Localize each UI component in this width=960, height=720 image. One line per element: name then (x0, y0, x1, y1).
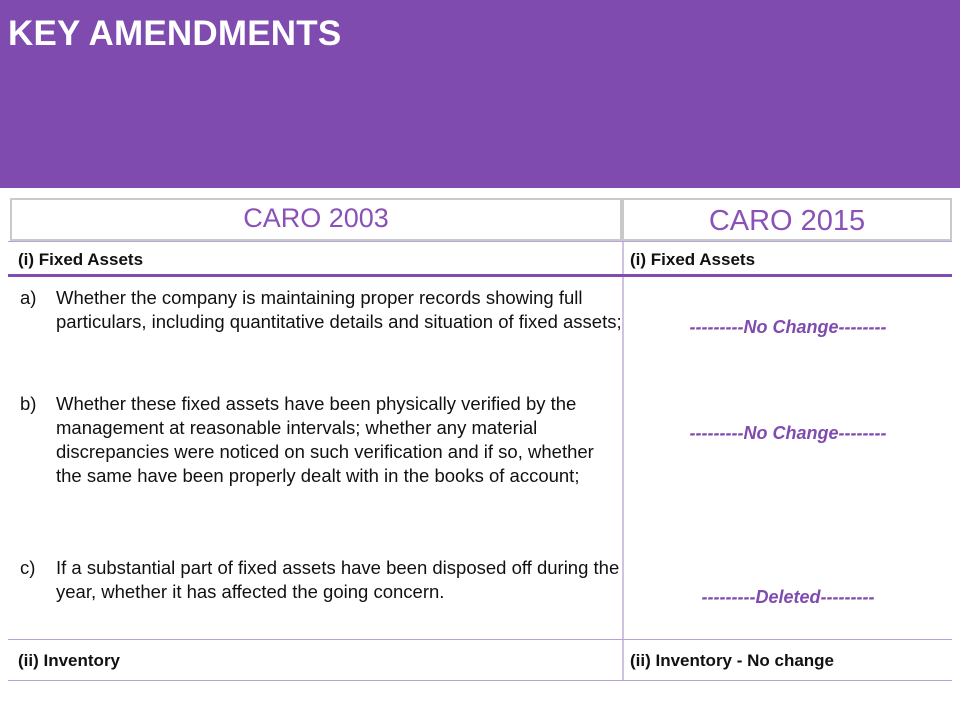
item-letter: c) (20, 557, 36, 578)
column-header-caro-2003: CARO 2003 (10, 198, 622, 241)
section-divider (8, 274, 952, 277)
fixed-assets-heading-2003: (i) Fixed Assets (18, 250, 144, 269)
fixed-assets-heading-2015: (i) Fixed Assets (630, 250, 756, 269)
row-divider (8, 680, 952, 681)
list-item (20, 286, 620, 366)
item-text: Whether the company is maintaining proper records showing full particulars, including quantitative details and situation of fixed assets; (56, 287, 622, 332)
item-text: Whether these fixed assets have been physically verified by the management at reasonable intervals; whether any material discrepancies were noticed on such verification and if so, whether the same have been properly dealt with in the books of account; (56, 393, 594, 486)
row-divider (8, 241, 952, 242)
list-item (20, 392, 620, 522)
page-title: KEY AMENDMENTS (8, 14, 342, 53)
item-letter: b) (20, 393, 37, 414)
item-letter: a) (20, 287, 37, 308)
item-change-status: ---------No Change-------- (689, 423, 887, 443)
row-divider (8, 639, 952, 640)
column-divider (622, 241, 624, 681)
item-change-status: ---------Deleted--------- (701, 587, 875, 607)
inventory-heading-2015: (ii) Inventory - No change (630, 651, 835, 670)
list-item (20, 556, 620, 636)
item-change-status: ---------No Change-------- (689, 317, 887, 337)
title-banner (0, 0, 960, 188)
column-header-caro-2015: CARO 2015 (622, 198, 952, 241)
comparison-table (8, 241, 952, 681)
item-text: If a substantial part of fixed assets have been disposed off during the year, whether it has affected the going concern. (56, 557, 620, 602)
inventory-heading-2003: (ii) Inventory (18, 651, 121, 670)
